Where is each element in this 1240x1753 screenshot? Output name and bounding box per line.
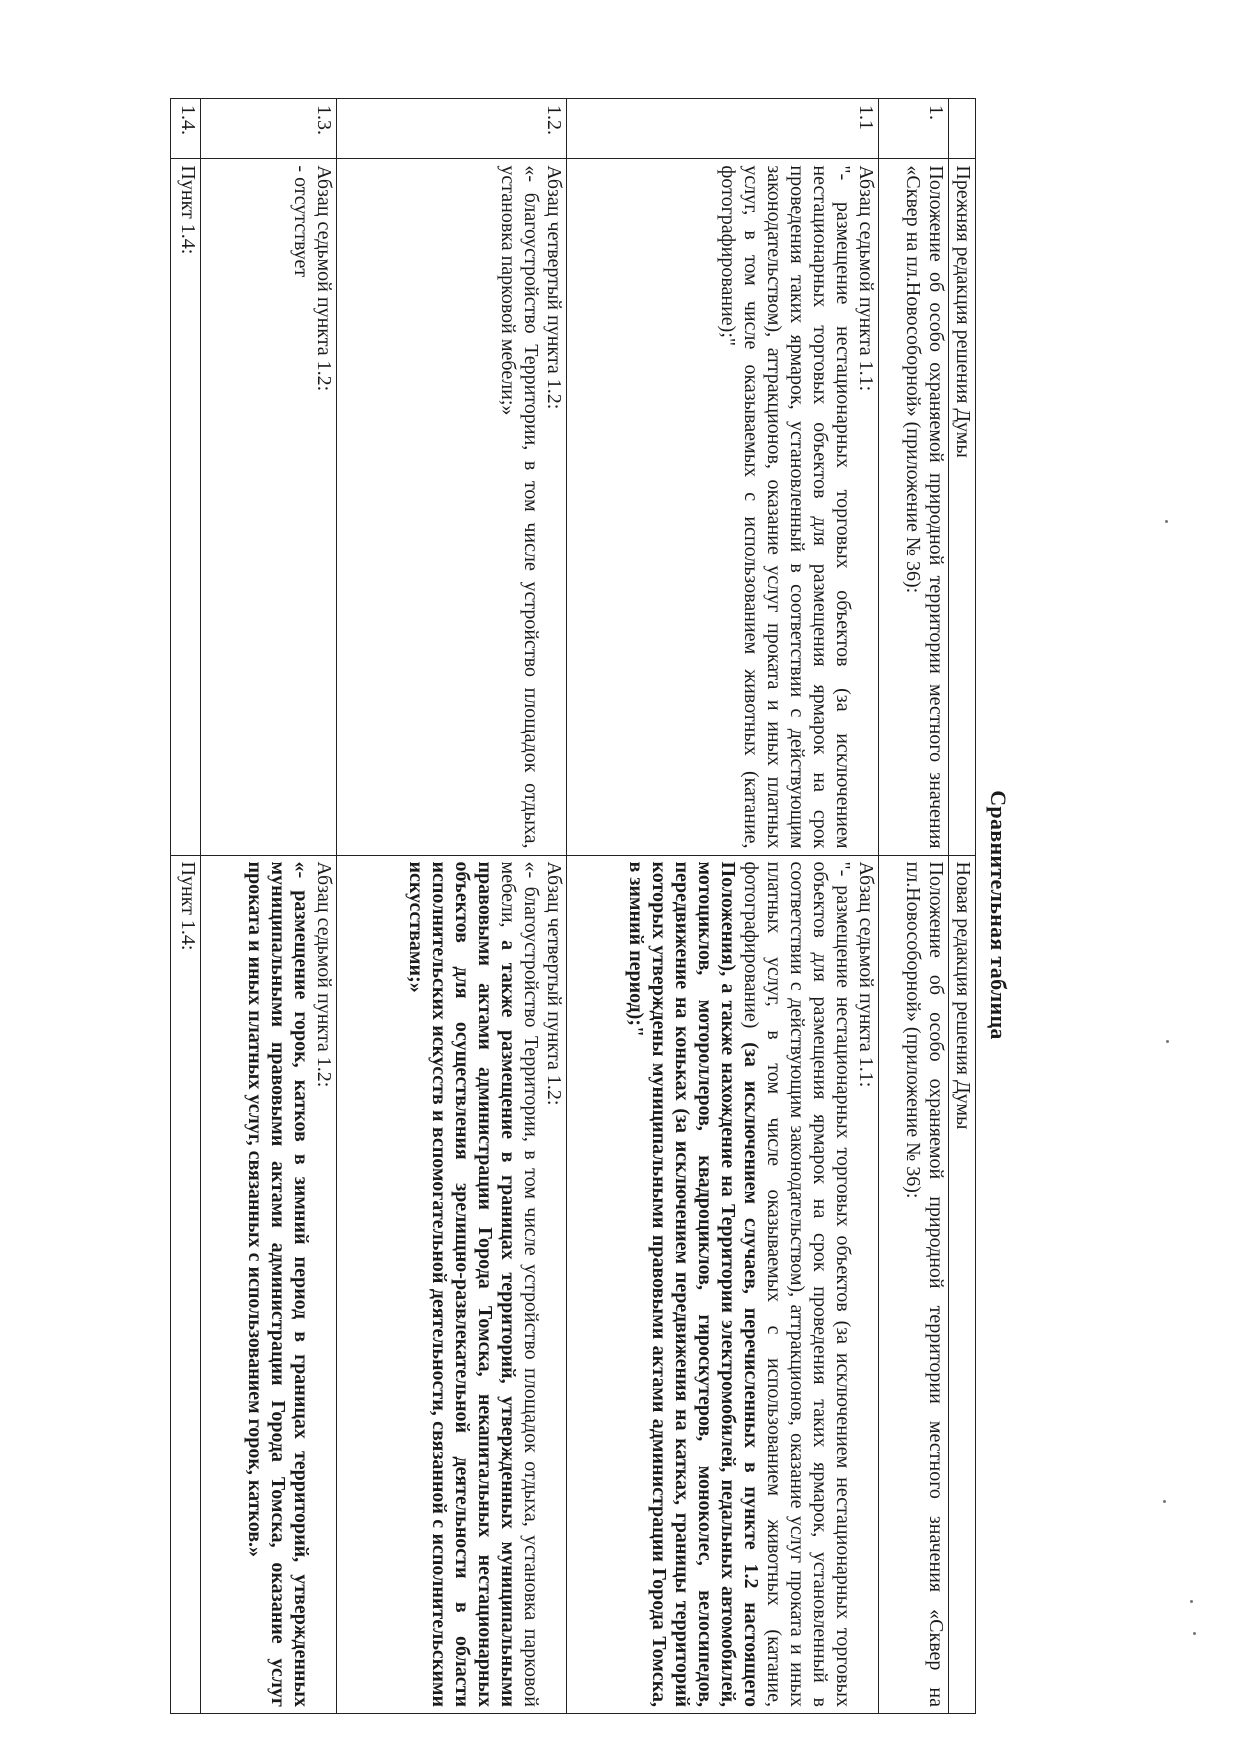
old-edition-heading: Абзац седьмой пункта 1.1: xyxy=(855,165,877,392)
document-sheet xyxy=(50,90,1020,1740)
scan-speck xyxy=(1190,1600,1193,1603)
new-edition-text: "- размещение нестационарных торговых объектов (за исключением нестационарных торговых объектов для размещения ярмарок на срок проведения таких ярмарок, установленный в соответствии с действующим законодательством), аттракционов, оказание услуг проката и иных платных услуг, в том числе оказываемых с использованием животных (катание, фотографирование) xyxy=(740,861,854,1707)
comparison-table xyxy=(170,98,976,1714)
header-new-edition: Новая редакция решения Думы xyxy=(949,855,976,1713)
header-old-edition: Прежняя редакция решения Думы xyxy=(949,159,976,855)
old-edition-text: - отсутствует xyxy=(290,165,312,278)
scan-speck xyxy=(1193,1632,1196,1635)
new-edition-heading: Абзац седьмой пункта 1.2: xyxy=(313,861,335,1088)
row-number: 1.4. xyxy=(171,99,201,159)
row-number: 1.1 xyxy=(567,99,879,159)
old-edition-heading: Абзац четвертый пункта 1.2: xyxy=(543,165,565,410)
new-edition-cell xyxy=(879,855,949,1713)
row-number: 1.3. xyxy=(201,99,337,159)
table-row xyxy=(567,99,879,1714)
header-number xyxy=(949,99,976,159)
old-edition-heading: Абзац седьмой пункта 1.2: xyxy=(313,165,335,392)
row-number: 1.2. xyxy=(337,99,567,159)
scan-speck xyxy=(1166,1040,1169,1043)
old-edition-cell xyxy=(201,159,337,855)
new-edition-added-text: (за исключением случаев, перечисленных в пункте 1.2 настоящего Положения), а также нахождение на Территории электромобилей, педальных автомобилей, мотоциклов, мотороллеров, квадроциклов, гироскутеров, моноколес, велосипедов, передвижение на коньках (за исключением передвижения на катках, границы территорий которых утверждены муниципальными правовыми актами администрации Города Томска, в зимний период);" xyxy=(625,861,762,1707)
scan-speck xyxy=(1163,1500,1166,1503)
document-title: Сравнительная таблица xyxy=(986,790,1011,1040)
new-edition-text: Положение об особо охраняемой природной территории местного значения «Сквер на пл.Новособорной» (приложение № 36): xyxy=(902,861,947,1707)
old-edition-cell xyxy=(879,159,949,855)
old-edition-text: «- благоустройство Территории, в том числе устройство площадок отдыха, установка парковой мебели;» xyxy=(497,165,542,849)
new-edition-heading: Абзац четвертый пункта 1.2: xyxy=(543,861,565,1106)
new-edition-cell xyxy=(337,855,567,1713)
new-edition-heading: Абзац седьмой пункта 1.1: xyxy=(855,861,877,1088)
new-edition-text: «- благоустройство Территории, в том числе устройство площадок отдыха, установка парковой мебели, xyxy=(497,861,542,1707)
new-edition-text: Пункт 1.4: xyxy=(177,861,199,951)
new-edition-added-text: а также размещение в границах территорий, утвержденных муниципальными правовыми актами администрации Города Томска, некапитальных нестационарных объектов для осуществления зрелищно-развлекательной деятельности в области исполнительских искусств и вспомогательной деятельности, связанной с исполнительскими искусствами;» xyxy=(405,861,519,1707)
new-edition-cell xyxy=(171,855,201,1713)
new-edition-added-text: «- размещение горок, катков в зимний период в границах территорий, утвержденных муниципальными правовыми актами администрации Города Томска, оказание услуг проката и иных платных услуг, связанных с использованием горок, катков.» xyxy=(244,861,312,1707)
new-edition-cell xyxy=(201,855,337,1713)
scan-speck xyxy=(1165,520,1168,523)
old-edition-text: Положение об особо охраняемой природной территории местного значения «Сквер на пл.Новособорной» (приложение № 36): xyxy=(902,165,947,849)
old-edition-cell xyxy=(337,159,567,855)
new-edition-cell xyxy=(567,855,879,1713)
old-edition-text: Пункт 1.4: xyxy=(177,165,199,255)
table-header-row xyxy=(949,99,976,1714)
old-edition-text: "- размещение нестационарных торговых объектов (за исключением нестационарных торговых объектов для размещения ярмарок на срок проведения таких ярмарок, установленный в соответствии с действующим законодательством), аттракционов, оказание услуг проката и иных платных услуг, в том числе оказываемых с использованием животных (катание, фотографирование);" xyxy=(717,165,854,849)
table-row xyxy=(171,99,201,1714)
old-edition-cell xyxy=(567,159,879,855)
old-edition-cell xyxy=(171,159,201,855)
table-row xyxy=(337,99,567,1714)
row-number: 1. xyxy=(879,99,949,159)
table-row xyxy=(201,99,337,1714)
table-row xyxy=(879,99,949,1714)
